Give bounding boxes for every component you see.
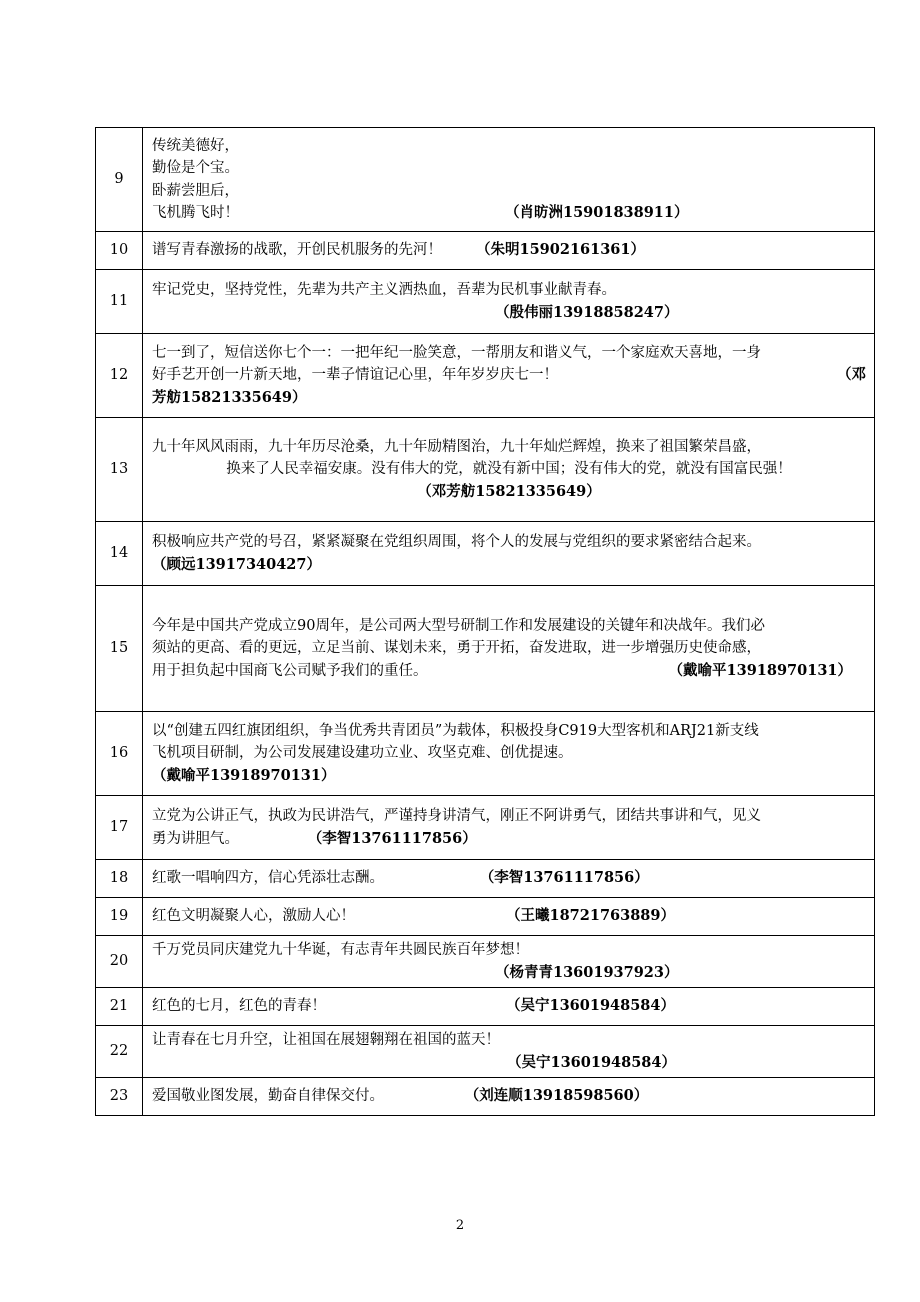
row-number: 17 bbox=[96, 796, 143, 860]
row-number: 14 bbox=[96, 522, 143, 586]
row-number: 16 bbox=[96, 712, 143, 796]
entry-author: （肖昉洲15901838911） bbox=[505, 204, 689, 221]
entry-line: 须站的更高、看的更远，立足当前、谋划未来，勇于开拓，奋发进取，进一步增强历史使命感， bbox=[152, 640, 761, 657]
entry-cell bbox=[143, 128, 875, 232]
entry-line-with-author bbox=[152, 239, 866, 262]
entry-cell bbox=[143, 522, 875, 586]
entry-line: 今年是中国共产党成立90周年，是公司两大型号研制工作和发展建设的关键年和决战年。我们必 bbox=[152, 617, 765, 634]
entry-author: 芳舫15821335649） bbox=[152, 388, 307, 406]
entry-cell bbox=[143, 988, 875, 1026]
row-number: 18 bbox=[96, 860, 143, 898]
table-row bbox=[96, 586, 875, 712]
page-number: 2 bbox=[455, 1218, 465, 1233]
entry-cell bbox=[143, 860, 875, 898]
entry-text: 让青春在七月升空，让祖国在展翅翱翔在祖国的蓝天！ bbox=[152, 1032, 500, 1048]
entry-author: （杨青青13601937923） bbox=[495, 963, 679, 981]
table-row bbox=[96, 1026, 875, 1078]
row-number: 10 bbox=[96, 232, 143, 270]
entry-author: （朱明15902161361） bbox=[476, 241, 645, 259]
entry-line: 飞机腾飞时！ bbox=[152, 205, 239, 221]
entry-line: 传统美德好， bbox=[152, 137, 239, 154]
entry-cell bbox=[143, 232, 875, 270]
entry-author: （李智13761117856） bbox=[487, 869, 649, 887]
entry-cell bbox=[143, 270, 875, 334]
entry-text: 积极响应共产党的号召，紧紧凝聚在党组织周围，将个人的发展与党组织的要求紧密结合起来。 bbox=[152, 534, 761, 550]
entry-cell bbox=[143, 796, 875, 860]
table-row bbox=[96, 860, 875, 898]
entry-text: 牢记党史，坚持党性，先辈为共产主义洒热血，吾辈为民机事业献青春。 bbox=[152, 282, 616, 298]
table-row bbox=[96, 334, 875, 418]
table-row bbox=[96, 270, 875, 334]
entry-line: 好手艺开创一片新天地，一辈子情谊记心里，年年岁岁庆七一！ bbox=[152, 367, 558, 384]
table-row bbox=[96, 1078, 875, 1116]
entry-text: 红色文明凝聚人心，激励人心！ bbox=[152, 908, 355, 925]
entry-author: （吴宁13601948584） bbox=[507, 1053, 676, 1071]
row-number: 15 bbox=[96, 586, 143, 712]
entry-line: 以“创建五四红旗团组织，争当优秀共青团员”为载体，积极投身C919大型客机和ARJ21新支线 bbox=[152, 722, 759, 739]
entry-text: 红歌一唱响四方，信心凭添壮志酬。 bbox=[152, 870, 384, 887]
entry-cell bbox=[143, 936, 875, 988]
entry-line: 九十年风风雨雨，九十年历尽沧桑，九十年励精图治，九十年灿烂辉煌，换来了祖国繁荣昌盛， bbox=[152, 438, 761, 455]
entry-line: 立党为公讲正气，执政为民讲浩气，严谨持身讲清气，刚正不阿讲勇气，团结共事讲和气，见义 bbox=[152, 808, 761, 824]
entry-author: （戴喻平13918970131） bbox=[152, 766, 336, 784]
table-row bbox=[96, 796, 875, 860]
entry-cell bbox=[143, 1026, 875, 1078]
slogan-table bbox=[95, 127, 875, 1116]
entry-line-with-author bbox=[152, 1085, 866, 1108]
table-row bbox=[96, 232, 875, 270]
entry-line-with-author bbox=[152, 995, 866, 1018]
row-number: 9 bbox=[96, 128, 143, 232]
entry-line: 卧薪尝胆后， bbox=[152, 182, 239, 199]
entry-author: （戴喻平13918970131） bbox=[668, 661, 852, 679]
entry-cell bbox=[143, 712, 875, 796]
entry-author: （邓 bbox=[837, 366, 866, 384]
entry-author: （刘连顺13918598560） bbox=[472, 1087, 649, 1105]
entry-cell bbox=[143, 334, 875, 418]
entry-line-with-author bbox=[152, 828, 866, 851]
entry-text: 谱写青春激扬的战歌，开创民机服务的先河！ bbox=[152, 242, 442, 259]
row-number: 21 bbox=[96, 988, 143, 1026]
entry-author: （顾远13917340427） bbox=[152, 555, 321, 573]
row-number: 13 bbox=[96, 418, 143, 522]
entry-line-with-author bbox=[152, 867, 866, 890]
table-row bbox=[96, 418, 875, 522]
entry-text: 千万党员同庆建党九十华诞，有志青年共圆民族百年梦想！ bbox=[152, 942, 529, 958]
row-number: 11 bbox=[96, 270, 143, 334]
entry-author: （吴宁13601948584） bbox=[506, 997, 675, 1015]
row-number: 12 bbox=[96, 334, 143, 418]
table-row bbox=[96, 898, 875, 936]
entry-cell bbox=[143, 898, 875, 936]
entry-text: 爱国敬业图发展，勤奋自律保交付。 bbox=[152, 1088, 384, 1105]
entry-line: 勤俭是个宝。 bbox=[152, 160, 239, 176]
row-number: 19 bbox=[96, 898, 143, 936]
entry-author: （王曦18721763889） bbox=[506, 907, 675, 925]
entry-line-with-author bbox=[152, 202, 866, 225]
entry-line: 换来了人民幸福安康。没有伟大的党，就没有新中国；没有伟大的党，就没有国富民强！ bbox=[226, 461, 792, 478]
table-row bbox=[96, 128, 875, 232]
entry-author: （李智13761117856） bbox=[315, 829, 477, 847]
table-row bbox=[96, 712, 875, 796]
entry-line-with-author bbox=[152, 905, 866, 928]
entry-cell bbox=[143, 586, 875, 712]
entry-line: 七一到了，短信送你七个一：一把年纪一脸笑意，一帮朋友和谐义气，一个家庭欢天喜地，一身 bbox=[152, 344, 761, 361]
table-row bbox=[96, 936, 875, 988]
row-number: 20 bbox=[96, 936, 143, 988]
row-number: 23 bbox=[96, 1078, 143, 1116]
entry-line-with-author bbox=[152, 660, 866, 683]
entry-author: （邓芳舫15821335649） bbox=[417, 482, 601, 500]
table-row bbox=[96, 988, 875, 1026]
entry-line: 勇为讲胆气。 bbox=[152, 830, 239, 847]
entry-cell bbox=[143, 1078, 875, 1116]
table-row bbox=[96, 522, 875, 586]
entry-line: 飞机项目研制，为公司发展建设建功立业、攻坚克难、创优提速。 bbox=[152, 745, 573, 762]
entry-line: 用于担负起中国商飞公司赋予我们的重任。 bbox=[152, 662, 428, 679]
entry-line-with-author bbox=[152, 364, 866, 387]
entry-author: （殷伟丽13918858247） bbox=[495, 303, 679, 321]
entry-text: 红色的七月，红色的青春！ bbox=[152, 998, 326, 1015]
row-number: 22 bbox=[96, 1026, 143, 1078]
entry-cell bbox=[143, 418, 875, 522]
